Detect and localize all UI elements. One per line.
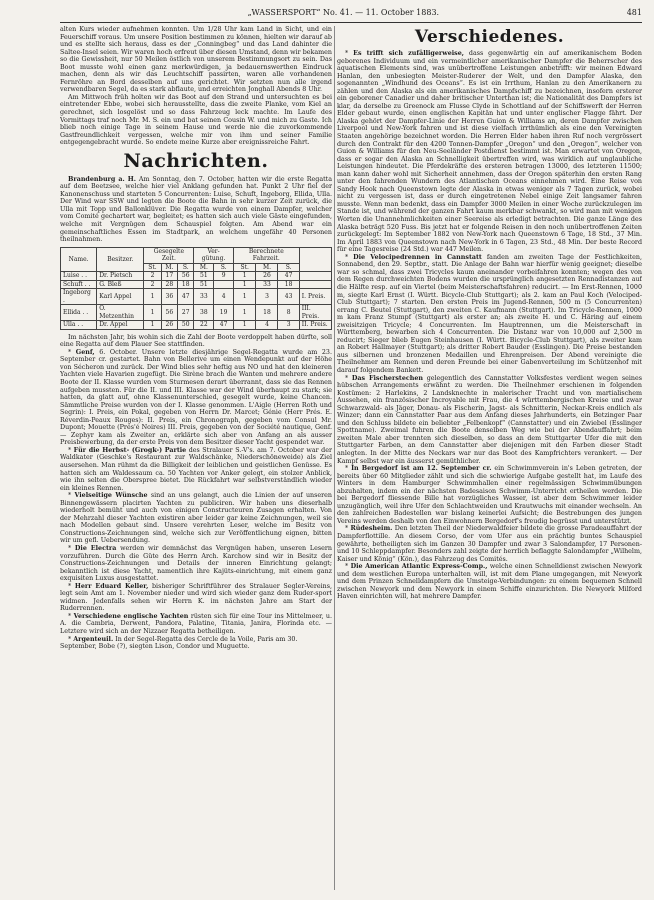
page-header <box>60 8 642 22</box>
table-row <box>61 305 332 321</box>
table-cell: 3 <box>278 321 299 330</box>
article-argenteuil: * Argenteuil. In der Segel-Regatta des Cercle de la Voile, Paris am 30. September, Bobe (?), siegten Lison, Condor und Muguette. <box>60 635 298 651</box>
table-cell: 43 <box>278 289 299 305</box>
unit-header: S. <box>214 263 233 272</box>
table-cell: II. Preis. <box>299 321 331 330</box>
article-brandenburg <box>60 176 332 244</box>
article-lead: Rüdesheim. <box>350 525 393 533</box>
unit-header: M. <box>256 263 278 272</box>
table-cell: O. Metzenthin <box>97 305 144 321</box>
table-row <box>61 289 332 305</box>
table-cell: 4 <box>256 321 278 330</box>
table-cell: 9 <box>214 272 233 281</box>
article-lead: Herr Eduard Keller, <box>74 582 149 590</box>
publication-line: „WASSERSPORT“ No. 41. — 11. October 1883. <box>247 8 440 17</box>
article-electra: * Die Electra werden wir demnächst das Vergnügen haben, unseren Lesern vorzuführen. Durch die Güte des Herrn Arch. Karchow sind wir in Besitz der Constructions-Zeichnungen und Details der inneren Einrichtung gelangt; bekanntlich ist diese Yacht, namentlich ihre Kajüts-einrichtung, mit einem ganz exquisiten Luxus ausgestattet. <box>60 544 332 583</box>
table-cell: 38 <box>194 305 214 321</box>
unit-header: S. <box>178 263 194 272</box>
table-cell: 47 <box>278 272 299 281</box>
article-alaska: * Es trifft sich zufälligerweise, dass gegenwärtig ein auf amerikanischem Boden geborenes Individuum und ein vermeintlicher amerikanischer Dampfer die Beherrscher des aquatischen Elements sind, was unübertroffene Leistungen anbetrifft: wir meinen Edward Hanlan, den unbesiegten Meister-Ruderer der Welt, und den Dampfer Alaska, den sogenannten „Windhund des Oceans“. Es ist ein Irrthum, Hanlan zu den Amerikanern zu zählen und den Alaska als ein amerikanisches Dampfschiff zu bezeichnen, insofern ersterer ein geborener Canadier und daher britischer Unterthan ist; die Nationalität des Dampfers ist klar, da derselbe zu Greenock am Flusse Clyde in Schottland auf der Schiffswerft der Herren Elder gebaut wurde, einen englischen Kapitän hat und unter englischer Flagge fährt. Der Alaska gehört der Dampfer-Linie der Herren Guion & Williams an, deren Dampfer zwischen Liverpool und New-York fahren und ist diese vielfach irrthümlich als eine den Vereinigten Staaten angehörige bezeichnet worden. Die Herren Elder haben ihren Ruf noch vergrössert durch den Contrakt für den 4200 Tonnen-Dampfer „Oregon“ und den „Oregon“, welcher von Guion & Williams für den Neu-Seeländer Postdienst bestimmt ist. Man erwartet von Oregon, dass er sogar den Alaska an Schnelligkeit übertreffen wird, was wirklich auf unglaubliche Leistungen hindeutet. Die Pferdekräfte des ersteren betragen 13000, des letzteren 11500; man kann daher wohl mit Sicherheit annehmen, dass der Oregon späterhin den ersten Rang unter den fahrenden Wundern des Atlantischen Oceans einnehmen wird. Eine Reise von Sandy Hook nach Queenstown legte der Alaska in etwas weniger als 7 Tagen zurück, wobei nicht zu vergessen ist, dass er durch eingetretenen Nebel einige Zeit langsamer fahren musste. Wenn man bedenkt, dass ein Dampfer 3000 Meilen in einer Woche zurückzulegen im Stande ist, und während der ganzen Fahrt kaum merkbar schwankt, so wird man mit wenigen Worten die Unannehmlichkeiten einer Seereise als erledigt betrachten. Die ganze Länge des Alaska beträgt 520 Fuss. Bis jetzt hat er folgende Reisen in den noch unübertroffenen Zeiten zurückgelegt: Im September 1882 von New-York nach Queenstown 6 Tage, 18 Std., 37 Min. Im April 1883 von Queenstown nach New-York in 6 Tagen, 23 Std., 48 Min. Der beste Record für eine Tagesreise (24 Std.) war 447 Meilen. <box>337 50 642 254</box>
unit-header: St. <box>233 263 256 272</box>
table-cell: Karl Appel <box>97 289 144 305</box>
table-cell: 56 <box>178 272 194 281</box>
table-row <box>61 280 332 289</box>
article-lead: In Bergedorf ist am 12. September cr. <box>351 465 492 473</box>
section-title-verschiedenes: Verschiedenes. <box>414 27 565 47</box>
table-cell: 51 <box>194 280 214 289</box>
article-lead: Genf, <box>75 348 95 356</box>
intro-paragraph: Am Mittwoch früh holten wir das Boot auf den Strand und untersuchten es bei eintretender Ebbe, wobei sich herausstellte, dass die zweite Planke, vom Kiel an gerechnet, sich losgelöst und so dass Fahrzeug leck machte. Im Laufe des Vormittags traf noch Mr. M. S. ein und bat seinen Cousin W. und mich zu Gaste. Ich blieb noch einige Tage in seinem Hause und werde nie die zuvorkommende Gastfreundlichkeit vergessen, welche mir von ihm und seiner Familie entgegengebracht wurde. So endete meine Kurze aber ereignissreiche Fahrt. <box>60 93 332 147</box>
table-cell: 3 <box>256 289 278 305</box>
table-cell: 17 <box>161 272 178 281</box>
article-text: sind an uns gelangt, auch die Linien der auf unseren Binnengewässern placirten Yachten zu publiciren. Wir haben uns dieserhalb wiederholt bemüht und auch von einigen Constructeuren Zusagen erhalten. Von der Mehrzahl dieser Yachten existiren aber leider gar keine Zeichnungen, weil sie nach Modellen gebaut sind. Unsere verehrten Leser, welche im Besitz von Constructions-Zeichnungen sind, welche sich zur Veröffentlichung eignen, bitten wir um gefl. Uebersendung. <box>60 492 332 545</box>
article-lead: Die Velocipedrennen in Cannstatt <box>353 253 482 261</box>
table-cell: 26 <box>256 272 278 281</box>
table-cell: 51 <box>194 272 214 281</box>
table-cell: 33 <box>194 289 214 305</box>
table-row <box>61 272 332 281</box>
article-ruedesheim: * Rüdesheim. Den letzten Theil der Niederwaldfeier bildete die grosse Paradeauffahrt der Dampferflottille. An diesem Corso, der vom Ufer aus ein prächtig buntes Schauspiel gewährte, betheiligten sich im Ganzen 30 Dampfer und zwar 3 Salondampfer, 17 Personen- und 10 Schleppdampfer. Besonders zahl zeigte der herrlich beflaggte Salondampfer „Wilhelm, Kaiser und König“ (Kön.), das Fahrzeug des Comités. <box>337 525 642 563</box>
table-cell: Luise . . <box>61 272 97 281</box>
table-cell: 18 <box>178 280 194 289</box>
table-row <box>61 321 332 330</box>
article-lead: Die Electra <box>74 544 117 552</box>
table-cell: 1 <box>233 321 256 330</box>
article-lead: Für die Herbst- (Grogk-) Partie <box>73 446 187 454</box>
column-header: Berechnete Fahrzeit. <box>233 247 299 263</box>
table-cell: 1 <box>233 289 256 305</box>
column-header: Besitzer. <box>97 247 144 272</box>
article-text: werden wir demnächst das Vergnügen haben, unseren Lesern vorzuführen. Durch die Güte des Herrn Arch. Karchow sind wir in Besitz der Constructions-Zeichnungen und Details der inneren Einrichtung gelangt; bekanntlich ist diese Yacht, namentlich ihre Kajüts-einrichtung, mit einem ganz exquisiten Luxus ausgestattet. <box>60 544 332 583</box>
table-cell: 27 <box>178 305 194 321</box>
table-cell: 8 <box>278 305 299 321</box>
table-cell: 4 <box>214 289 233 305</box>
intro-paragraph: alten Kurs wieder aufnehmen konnten. Um 1/28 Uhr kam Land in Sicht, und ein Feuerschiff voraus. Um unsere Position bestimmen zu können, hielten wir darauf ab und es stellte sich heraus, dass es der „Conningbeg“ und das Land dahinter die Saltee-Insel seien. Wir waren hoch erfreut über diesen Umstand, denn wir bekamen so die Gewissheit, nur 50 Meilen östlich von unserem Bestimmungsort zu sein. Das Boot musste wohl einen ganz merkwürdigen, ja bedauernswerthen Eindruck machen, denn als wir das Leuchtschiff passirten, waren alle vorhandenen Fernröhre an Bord desselben auf uns gerichtet. Wir setzten nun alle irgend verwendbaren Segel, da es stark abflaute, und erreichten Jonghall Abends 8 Uhr. <box>60 26 332 94</box>
unit-header: St. <box>144 263 161 272</box>
table-cell: 56 <box>161 305 178 321</box>
table-cell: 50 <box>178 321 194 330</box>
article-text: ein Schwimmverein in's Leben getreten, der bereits über 60 Mitglieder zählt und sich die schwierige Aufgabe gestellt hat, im Laufe des Winters in dem Hamburger Schwimmhallen einer regelmässigen Schwimmübungen abzuhalten, indem ein der nächsten Badesaison Schwimm-Unterricht ertheilen werden. Die bei Bergedorf fliessende Bille hat vorzügliches Wasser, ist aber dem Schwimmer leider unzugänglich, weil ihre Ufer den Schlachtweiden und Krautwuchs mit einander wechseln. An den zahlreichen Badestellen war bislang keinerlei Aufsicht; die Bestrebungen des jungen Vereins werden deshalb von den Einwohnern Bergedorf's freudig begrüsst und unterstützt. <box>337 465 642 525</box>
table-cell: I. Preis. <box>299 289 331 305</box>
unit-header: M. <box>161 263 178 272</box>
table-cell: 28 <box>161 280 178 289</box>
table-cell: III. Preis. <box>299 305 331 321</box>
table-cell: 1 <box>144 289 161 305</box>
table-cell: 18 <box>278 280 299 289</box>
article-american-atlantic: * Die American Atlantic Express-Comp., welche einen Schnelldienst zwischen Newyork und dem westlichen Europa unterhalten will, ist mit dem Plane umgegangen, mit Newyork und dem Prinzen Schnelldampfern die Umsteige-Verbindungen: zu einem bequemen Schnell zwischen Newyork und dem Newyork in einem Schiffe einzurichten. Die Newyork Milford Haven einrichten will, hat mehrere Dampfer. <box>337 563 642 601</box>
article-lead: Verschiedene englische Yachten <box>73 612 189 620</box>
article-genf: * Genf, 6. October. Unsere letzte diesjährige Segel-Regatta wurde am 23. September cr. gestartet. Bahn von Bellerive um einen Wendepunkt auf der Höhe von Sécheron und zurück. Der Wind blies sehr heftig aus NO und hat den kleineren Yachten viele Havarien zugefügt. Die Sirène brach die Wanten und mehrere andere Boote der II. Klasse wurden vom Sturmesen derart überrannt, dass sie das Rennen aufgeben mussten. Für die II. und III. Klasse war der Wind überhaupt zu stark; sie hatten, da glatt auf, ohne Klassenunterschied, gesegelt wurde, keine Chancen. Sämmtliche Preise wurden von der I. Klasse genommen. L'Aigle (Herren Roth und Segrin): I. Preis, ein Pokal, gegeben von Herrn Dr. Marcet; Génie (Herr Prés. E. Réverdin-Peaux Rouges): II. Preis, ein Chronograph, gegeben vom Consul Mr. Dupont; Mouette (Prés'é Noires) III. Preis, gegeben von der Société nautique, Genf. — Zephyr kam als Zweiter an, erklärte sich aber von Anfang an als ausser Preisbewerbung, da der erste Preis von dem Besitzer dieser Yacht gespendet war. <box>60 348 332 447</box>
article-text: fanden am zweiten Tage der Festlichkeiten, Sonnabend, den 29. Septbr., statt. Die Anlage der Bahn war hierfür wenig geeignet; dieselbe war so schmal, dass zwei Tricycles kaum aneinander vorbeifahren konnten; wegen des von dem Regen durchweichten Bodens wurden die ursprünglich angesetzten Rennadistanzen auf die Hälfte resp. auf ein Viertel (beim Meisterschaftsfahren) reducirt. — Im Erst-Rennen, 1000 m, siegte Karl Ernst (I. Württ. Bicycle-Club Stuttgart); als 2. kam an Paul Koch (Velociped-Club Stuttgart); 7 starten. Den ersten Preis im Jugend-Rennen, 500 m (5 Concurrenten) errang C. Beutel (Stuttgart), den zweiten C. Kaufmann (Stuttgart). Im Tricycle-Rennen, 1000 m kam Franz Stumpf (Stuttgart) als erster an; als zweite H. und C. Häring auf einem zweisitzigen Tricycle; 4 Concurrenten. Im Hauptrennen, um die Meisterschaft in Württemberg, bewarben sich 4 Concurrenten. Die Distanz war von 10,000 auf 2,500 m reducirt; Sieger blieb Eugen Steinhausen (I. Württ. Bicycle-Club Stuttgart), als zweiter kam an Robert Hallmayer (Stuttgart); als dritter Robert Bauder (Esslingen). Die Preise bestanden aus silbernen und bronzenen Medaillen und Ehrenpreisen. Der Abend vereinigte die Theilnehmer am Rennen und deren Freunde bei einer Gabenverteilung im Schützenhof mit darauf folgendem Bankett. <box>337 253 642 374</box>
table-cell: 18 <box>256 305 278 321</box>
article-velocipedrennen: * Die Velocipedrennen in Cannstatt fanden am zweiten Tage der Festlichkeiten, Sonnabend, den 29. Septbr., statt. Die Anlage der Bahn war hierfür wenig geeignet; dieselbe war so schmal, dass zwei Tricycles kaum aneinander vorbeifahren konnten; wegen des von dem Regen durchweichten Bodens wurden die ursprünglich angesetzten Rennadistanzen auf die Hälfte resp. auf ein Viertel (beim Meisterschaftsfahren) reducirt. — Im Erst-Rennen, 1000 m, siegte Karl Ernst (I. Württ. Bicycle-Club Stuttgart); als 2. kam an Paul Koch (Velociped-Club Stuttgart); 7 starten. Den ersten Preis im Jugend-Rennen, 500 m (5 Concurrenten) errang C. Beutel (Stuttgart), den zweiten C. Kaufmann (Stuttgart). Im Tricycle-Rennen, 1000 m kam Franz Stumpf (Stuttgart) als erster an; als zweite H. und C. Häring auf einem zweisitzigen Tricycle; 4 Concurrenten. Im Hauptrennen, um die Meisterschaft in Württemberg, bewarben sich 4 Concurrenten. Die Distanz war von 10,000 auf 2,500 m reducirt; Sieger blieb Eugen Steinhausen (I. Württ. Bicycle-Club Stuttgart), als zweiter kam an Robert Hallmayer (Stuttgart); als dritter Robert Bauder (Esslingen). Die Preise bestanden aus silbernen und bronzenen Medaillen und Ehrenpreisen. Der Abend vereinigte die Theilnehmer am Rennen und deren Freunde bei einer Gabenverteilung im Schützenhof mit darauf folgendem Bankett. <box>337 253 642 374</box>
header-rule <box>60 22 642 23</box>
table-cell: 1 <box>233 280 256 289</box>
article-text: Den letzten Theil der Niederwaldfeier bildete die grosse Paradeauffahrt der Dampferflottille. An diesem Corso, der vom Ufer aus ein prächtig buntes Schauspiel gewährte, betheiligten sich im Ganzen 30 Dampfer und zwar 3 Salondampfer, 17 Personen- und 10 Schleppdampfer. Besonders zahl zeigte der herrlich beflaggte Salondampfer „Wilhelm, Kaiser und König“ (Kön.), das Fahrzeug des Comités. <box>337 525 642 563</box>
table-cell: 33 <box>256 280 278 289</box>
table-cell: 47 <box>214 321 233 330</box>
right-column <box>337 26 642 890</box>
article-text: des Stralauer S.-V's. am 7. October war der Waldkater (Geschke's Restaurant zur Waldschänke, Niederschöneweide) als Ziel ausersehen. Man rühmt da die Billigkeit der leiblichen und geistlichen Genüsse. Es hatten sich am Waldessaum ca. 50 Yachten vor Anker gelegt, ein stolzer Anblick, wie ihn selten die Oberspree bietet. Die Rückfahrt war selbstverständlich wieder ein kleines Rennen. <box>60 446 332 492</box>
unit-header: M. <box>194 263 214 272</box>
column-header: Ver-gütung. <box>194 247 234 263</box>
table-cell: 47 <box>178 289 194 305</box>
column-header: Gesegelte Zeit. <box>144 247 194 263</box>
article-keller: * Herr Eduard Keller, bisheriger Schriftführer des Stralauer Segler-Vereins, legt sein Amt am 1. November nieder und wird sich wieder ganz dem Ruder-sport widmen. Jedenfalls sehen wir Herrn K. im nächsten Jahre am Start der Ruderrennen. <box>60 582 332 613</box>
table-cell: 22 <box>194 321 214 330</box>
table-cell: Dr. Pietsch <box>97 272 144 281</box>
table-cell <box>214 280 233 289</box>
article-herbst-partie: * Für die Herbst- (Grogk-) Partie des Stralauer S.-V's. am 7. October war der Waldkater (Geschke's Restaurant zur Waldschänke, Niederschöneweide) als Ziel ausersehen. Man rühmt da die Billigkeit der leiblichen und geistlichen Genüsse. Es hatten sich am Waldessaum ca. 50 Yachten vor Anker gelegt, ein stolzer Anblick, wie ihn selten die Oberspree bietet. Die Rückfahrt war selbstverständlich wieder ein kleines Rennen. <box>60 446 332 492</box>
table-cell: Ellida . . <box>61 305 97 321</box>
article-place: Brandenburg a. H. <box>68 175 136 183</box>
table-cell: 2 <box>144 272 161 281</box>
table-cell: G. Bleß <box>97 280 144 289</box>
article-text: In der Segel-Regatta des Cercle de la Voile, Paris am 30. September, Bobe (?), siegten Lison, Condor und Muguette. <box>60 635 298 651</box>
article-text: welche einen Schnelldienst zwischen Newyork und dem westlichen Europa unterhalten will, ist mit dem Plane umgegangen, mit Newyork und dem Prinzen Schnelldampfern die Umsteige-Verbindungen: zu einem bequemen Schnell zwischen Newyork und dem Newyork in einem Schiffe einzurichten. Die Newyork Milford Haven einrichten will, hat mehrere Dampfer. <box>337 563 642 601</box>
unit-header: S. <box>278 263 299 272</box>
table-cell: Ulla . . <box>61 321 97 330</box>
left-column <box>60 26 332 890</box>
article-text: rüsten sich für eine Tour ins Mittelmeer, u. A. die Cambria, Derwent, Pandora, Palatine, Titania, Janira, Florinda etc. — Letztere wird sich an der Nizzaer Regatta betheiligen. <box>60 612 332 635</box>
article-text: bisheriger Schriftführer des Stralauer Segler-Vereins, legt sein Amt am 1. November nieder und wird sich wieder ganz dem Ruder-sport widmen. Jedenfalls sehen wir Herrn K. im nächsten Jahre am Start der Ruderrennen. <box>60 582 332 613</box>
article-lead: Es trifft sich zufälligerweise, <box>353 50 464 57</box>
table-cell: 36 <box>161 289 178 305</box>
article-fischerstechen: * Das Fischerstechen gelegentlich des Cannstatter Volksfestes verdient wegen seines hübschen Arrangements erwähnt zu werden. Die Theilnehmer erschienen in folgenden Kostümen: 2 Harlekins, 2 Landsknechte in malerischer Tracht und von martialischem Aussehen, ein französischer Incroyable mit Frau, die 4 württembergischen Kreise und zwar Schwarzwald- als Jäger, Donau- als Fischerin, Jagst- als Schnitterin, Neckar-Kreis endlich als Winzer; dann ein Cannstatter Paar aus dem Anfang dieses Jahrhunderts, ein Betzinger Paar und den Schluss bildete ein beliebter „Felbenkopf“ (Cannstatter) und ein Zwiebel (Esslinger Spottname). Zweimal fuhren die Boote denselben Weg wie bei der Abendauffahrt; beim zweiten Male aber trennten sich dieselben, so dass an dem Stuttgarter Ufer die mit den Stuttgarter Farben, an dem Cannstatter aber diejenigen mit den Farben dieser Stadt anlegten. In der Mitte des Neckars war nur das Boot des Kampfrichters verankert. — Der Kampf selbst war ein äusserst gemüthlicher. <box>337 374 642 465</box>
article-bergedorf: * In Bergedorf ist am 12. September cr. ein Schwimmverein in's Leben getreten, der bereits über 60 Mitglieder zählt und sich die schwierige Aufgabe gestellt hat, im Laufe des Winters in dem Hamburger Schwimmhallen einer regelmässigen Schwimmübungen abzuhalten, indem ein der nächsten Badesaison Schwimm-Unterricht ertheilen werden. Die bei Bergedorf fliessende Bille hat vorzügliches Wasser, ist aber dem Schwimmer leider unzugänglich, weil ihre Ufer den Schlachtweiden und Krautwuchs mit einander wechseln. An den zahlreichen Badestellen war bislang keinerlei Aufsicht; die Bestrebungen des jungen Vereins werden deshalb von den Einwohnern Bergedorf's freudig begrüsst und unterstützt. <box>337 465 642 525</box>
article-lead: Vielseitige Wünsche <box>74 492 148 500</box>
table-cell: 19 <box>214 305 233 321</box>
table-cell <box>299 280 331 289</box>
table-cell: Dr. Appel <box>97 321 144 330</box>
table-cell: 26 <box>161 321 178 330</box>
article-lead: Argenteuil. <box>73 635 114 643</box>
article-lead: Die American Atlantic Express-Comp., <box>350 563 488 571</box>
article-text: dass gegenwärtig ein auf amerikanischem Boden geborenes Individuum und ein vermeintlicher amerikanischer Dampfer die Beherrscher des aquatischen Elements sind, was unübertroffene Leistungen anbetrifft: wir meinen Edward Hanlan, den unbesiegten Meister-Ruderer der Welt, und den Dampfer Alaska, den sogenannten „Windhund des Oceans“. Es ist ein Irrthum, Hanlan zu den Amerikanern zu zählen und den Alaska als ein amerikanisches Dampfschiff zu bezeichnen, insofern ersterer ein geborener Canadier und daher britischer Unterthan ist; die Nationalität des Dampfers ist klar, da derselbe zu Greenock am Flusse Clyde in Schottland auf der Schiffswerft der Herren Elder gebaut wurde, einen englischen Kapitän hat und unter englischer Flagge fährt. Der Alaska gehört der Dampfer-Linie der Herren Guion & Williams an, deren Dampfer zwischen Liverpool und New-York fahren und ist diese vielfach irrthümlich als eine den Vereinigten Staaten angehörige bezeichnet worden. Die Herren Elder haben ihren Ruf noch vergrössert durch den Contrakt für den 4200 Tonnen-Dampfer „Oregon“ und den „Oregon“, welcher von Guion & Williams für den Neu-Seeländer Postdienst bestimmt ist. Man erwartet von Oregon, dass er sogar den Alaska an Schnelligkeit übertreffen wird, was wirklich auf unglaubliche Leistungen hindeutet. Die Pferdekräfte des ersteren betragen 13000, des letzteren 11500; man kann daher wohl mit Sicherheit annehmen, dass der Oregon späterhin den ersten Rang unter den fahrenden Wundern des Atlantischen Oceans einnehmen wird. Eine Reise von Sandy Hook nach Queenstown legte der Alaska in etwas weniger als 7 Tagen zurück, wobei nicht zu vergessen ist, dass er durch eingetretenen Nebel einige Zeit langsamer fahren musste. Wenn man bedenkt, dass ein Dampfer 3000 Meilen in einer Woche zurückzulegen im Stande ist, und während der ganzen Fahrt kaum merkbar schwankt, so wird man mit wenigen Worten die Unannehmlichkeiten einer Seereise als erledigt betrachten. Die ganze Länge des Alaska beträgt 520 Fuss. Bis jetzt hat er folgende Reisen in den noch unübertroffenen Zeiten zurückgelegt: Im September 1882 von New-York nach Queenstown 6 Tage, 18 Std., 37 Min. Im April 1883 von Queenstown nach New-York in 6 Tagen, 23 Std., 48 Min. Der beste Record für eine Tagesreise (24 Std.) war 447 Meilen. <box>337 50 642 254</box>
article-wuensche: * Vielseitige Wünsche sind an uns gelangt, auch die Linien der auf unseren Binnengewässern placirten Yachten zu publiciren. Wir haben uns dieserhalb wiederholt bemüht und auch von einigen Constructeuren Zusagen erhalten. Von der Mehrzahl dieser Yachten existiren aber leider gar keine Zeichnungen, weil sie nach Modellen gebaut sind. Unsere verehrten Leser, welche im Besitz von Constructions-Zeichnungen sind, welche sich zur Veröffentlichung eignen, bitten wir um gefl. Uebersendung. <box>60 492 332 545</box>
table-cell: 1 <box>144 321 161 330</box>
column-header: Name. <box>61 247 97 272</box>
table-cell: Schuft . . <box>61 280 97 289</box>
column-separator <box>334 26 335 890</box>
article-lead: Das Fischerstechen <box>351 374 423 382</box>
table-body <box>61 272 332 330</box>
column-header-empty <box>299 247 331 272</box>
table-cell: Ingeborg . <box>61 289 97 305</box>
article-text: gelegentlich des Cannstatter Volksfestes verdient wegen seines hübschen Arrangements erwähnt zu werden. Die Theilnehmer erschienen in folgenden Kostümen: 2 Harlekins, 2 Landsknechte in malerischer Tracht und von martialischem Aussehen, ein französischer Incroyable mit Frau, die 4 württembergischen Kreise und zwar Schwarzwald- als Jäger, Donau- als Fischerin, Jagst- als Schnitterin, Neckar-Kreis endlich als Winzer; dann ein Cannstatter Paar aus dem Anfang dieses Jahrhunderts, ein Betzinger Paar und den Schluss bildete ein beliebter „Felbenkopf“ (Cannstatter) und ein Zwiebel (Esslinger Spottname). Zweimal fuhren die Boote denselben Weg wie bei der Abendauffahrt; beim zweiten Male aber trennten sich dieselben, so dass an dem Stuttgarter Ufer die mit den Stuttgarter Farben, an dem Cannstatter aber diejenigen mit den Farben dieser Stadt anlegten. In der Mitte des Neckars war nur das Boot des Kampfrichters verankert. — Der Kampf selbst war ein äusserst gemüthlicher. <box>337 374 642 465</box>
regatta-results-table <box>60 247 332 330</box>
table-cell: 1 <box>233 305 256 321</box>
article-text: 6. October. Unsere letzte diesjährige Segel-Regatta wurde am 23. September cr. gestartet. Bahn von Bellerive um einen Wendepunkt auf der Höhe von Sécheron und zurück. Der Wind blies sehr heftig aus NO und hat den kleineren Yachten viele Havarien zugefügt. Die Sirène brach die Wanten und mehrere andere Boote der II. Klasse wurden vom Sturmesen derart überrannt, dass sie das Rennen aufgeben mussten. Für die II. und III. Klasse war der Wind überhaupt zu stark; sie hatten, da glatt auf, ohne Klassenunterschied, gesegelt wurde, keine Chancen. Sämmtliche Preise wurden von der I. Klasse genommen. L'Aigle (Herren Roth und Segrin): I. Preis, ein Pokal, gegeben von Herrn Dr. Marcet; Génie (Herr Prés. E. Réverdin-Peaux Rouges): II. Preis, ein Chronograph, gegeben vom Consul Mr. Dupont; Mouette (Prés'é Noires) III. Preis, gegeben von der Société nautique, Genf. — Zephyr kam als Zweiter an, erklärte sich aber von Anfang an als ausser Preisbewerbung, da der erste Preis von dem Besitzer dieser Yacht gespendet war. <box>60 348 332 447</box>
table-cell: 2 <box>144 280 161 289</box>
table-cell: 1 <box>233 272 256 281</box>
article-paragraph: Im nächsten Jahr, bis wohin sich die Zahl der Boote verdoppelt haben dürfte, soll eine Regatta auf dem Plauer See stattfinden. <box>60 333 332 349</box>
page-number: 481 <box>626 8 642 17</box>
table-cell <box>299 272 331 281</box>
table-cell: 1 <box>144 305 161 321</box>
section-title-nachrichten: Nachrichten. <box>123 149 269 172</box>
article-englische-yachten: * Verschiedene englische Yachten rüsten sich für eine Tour ins Mittelmeer, u. A. die Cambria, Derwent, Pandora, Palatine, Titania, Janira, Florinda etc. — Letztere wird sich an der Nizzaer Regatta betheiligen. <box>60 612 332 635</box>
article-text: Am Sonntag, den 7. October, hatten wir die erste Regatta auf dem Beetzsee, welche hier viel Anklang gefunden hat. Punkt 2 Uhr fiel der Kanonenschuss und starteten 5 Concurrenten: Luise, Schuft, Ingeborg, Ellida, Ulla. Der Wind war SSW und legten die Boote die Bahn in sehr kurzer Zeit zurück, die Ulla mit Topp und Ballonklüver. Die Regatta wurde von einem Dampfer, welcher vom Comité gechartert war, begleitet; es hatten sich auch viele Gäste eingefunden, welche mit Vergnügen dem Schauspiel folgten. Am Abend war ein gemeinschaftliches Essen im Stadtpark, an welchem ungefähr 40 Personen theilnahmen. <box>60 175 332 244</box>
